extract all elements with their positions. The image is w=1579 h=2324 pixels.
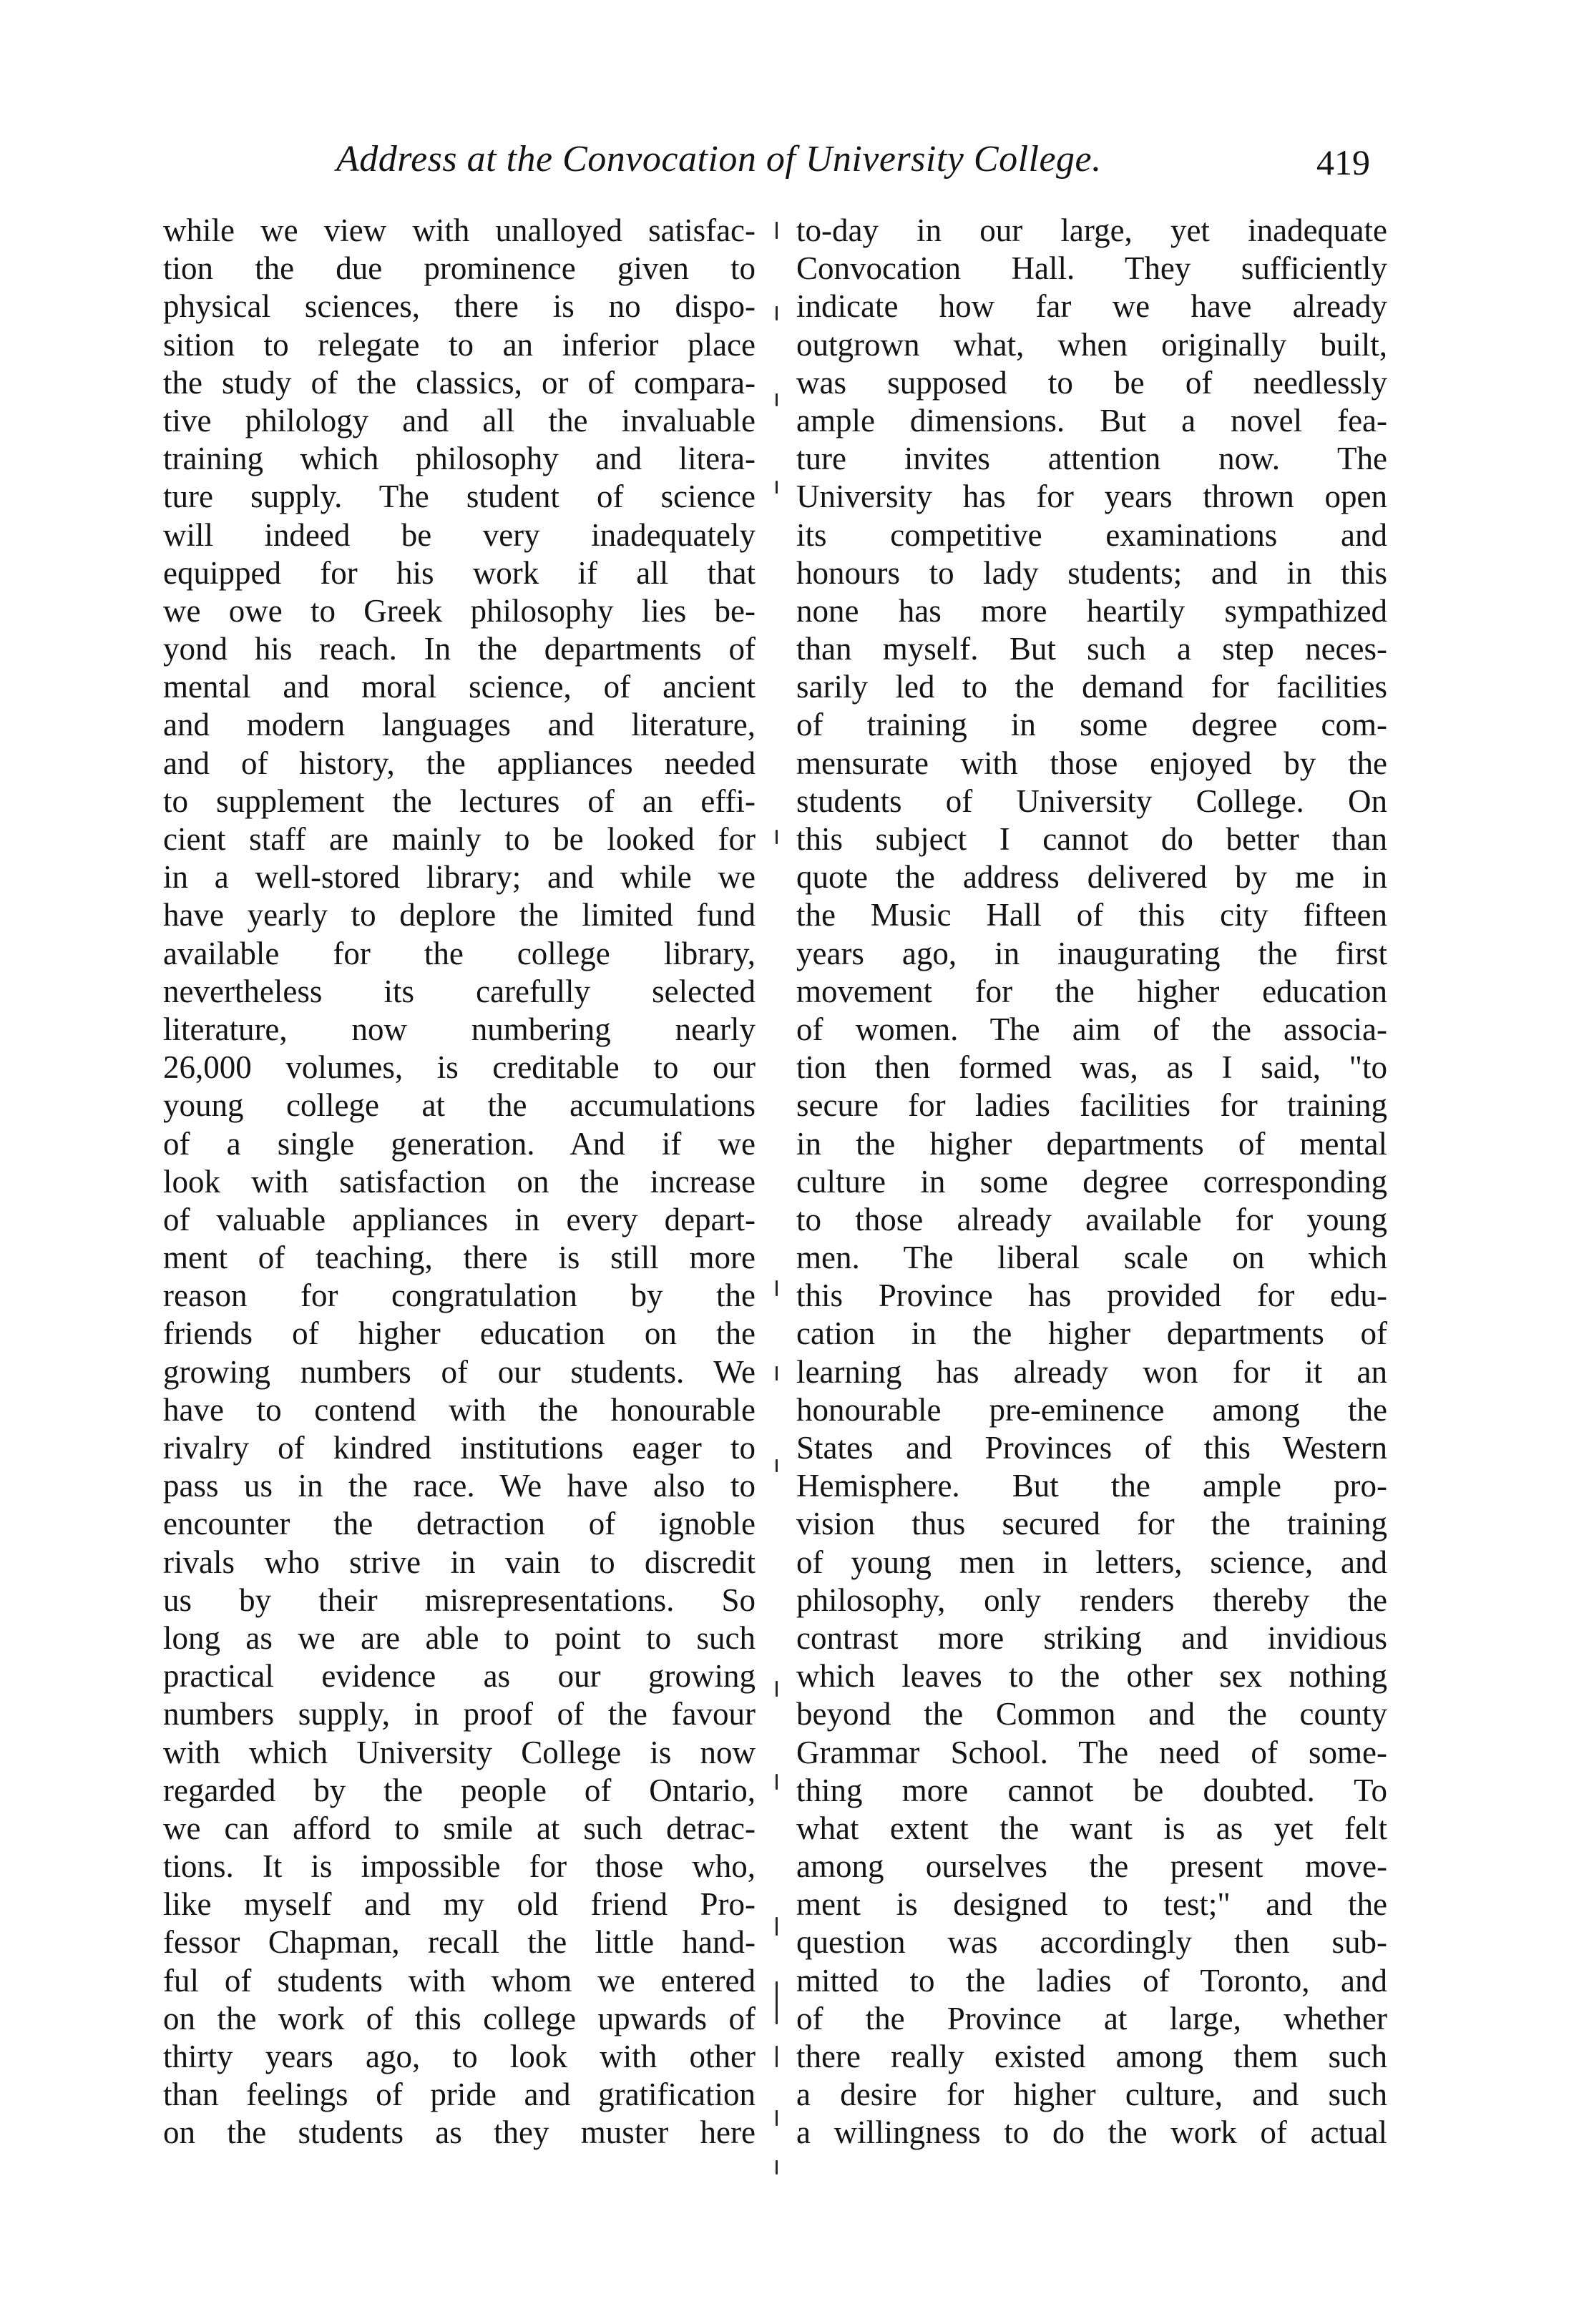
text-line: reason for congratulation by the	[163, 1278, 756, 1314]
gutter-mark	[776, 1917, 778, 1936]
text-line: like myself and my old friend Pro-	[163, 1886, 756, 1923]
text-line: mental and moral science, of ancient	[163, 669, 756, 705]
text-line: vision thus secured for the training	[796, 1506, 1387, 1542]
text-line: honours to lady students; and in this	[796, 554, 1387, 591]
text-line: culture in some degree corresponding	[796, 1163, 1387, 1200]
text-line: sarily led to the demand for facilities	[796, 669, 1387, 705]
text-line: philosophy, only renders thereby the	[796, 1582, 1387, 1618]
text-line: have yearly to deplore the limited fund	[163, 897, 756, 933]
column-gutter	[770, 215, 784, 2146]
text-line: yond his reach. In the departments of	[163, 631, 756, 667]
text-line: tion the due prominence given to	[163, 250, 756, 287]
text-line: cient staff are mainly to be looked for	[163, 821, 756, 857]
text-line: was supposed to be of needlessly	[796, 364, 1387, 401]
text-line: States and Provinces of this Western	[796, 1430, 1387, 1466]
text-line: indicate how far we have already	[796, 288, 1387, 325]
text-line: than feelings of pride and gratification	[163, 2077, 756, 2113]
text-line: Hemisphere. But the ample pro-	[796, 1468, 1387, 1504]
text-line: secure for ladies facilities for training	[796, 1087, 1387, 1124]
text-line: years ago, in inaugurating the first	[796, 935, 1387, 971]
gutter-mark	[776, 1681, 778, 1697]
gutter-mark	[776, 830, 778, 844]
text-line: growing numbers of our students. We	[163, 1353, 756, 1390]
text-line: of women. The aim of the associa-	[796, 1011, 1387, 1047]
gutter-mark	[776, 1981, 778, 2024]
text-line: ample dimensions. But a novel fea-	[796, 402, 1387, 438]
gutter-mark	[776, 1459, 778, 1472]
gutter-mark	[776, 1280, 778, 1296]
text-line: in the higher departments of mental	[796, 1125, 1387, 1162]
text-line: learning has already won for it an	[796, 1353, 1387, 1390]
text-line: on the students as they muster here	[163, 2114, 756, 2151]
text-line: in a well-stored library; and while we	[163, 859, 756, 896]
text-line: outgrown what, when originally built,	[796, 326, 1387, 363]
text-line: look with satisfaction on the increase	[163, 1163, 756, 1200]
text-line: thing more cannot be doubted. To	[796, 1772, 1387, 1808]
text-line: thirty years ago, to look with other	[163, 2039, 756, 2074]
text-line: quote the address delivered by me in	[796, 859, 1387, 896]
text-line: us by their misrepresentations. So	[163, 1582, 756, 1618]
text-line: nevertheless its carefully selected	[163, 973, 756, 1009]
text-line: rivalry of kindred institutions eager to	[163, 1430, 756, 1466]
text-line: tive philology and all the invaluable	[163, 402, 756, 438]
text-line: of the Province at large, whether	[796, 2000, 1387, 2036]
text-line: practical evidence as our growing	[163, 1658, 756, 1695]
text-line: ture invites attention now. The	[796, 441, 1387, 477]
text-line: of young men in letters, science, and	[796, 1544, 1387, 1580]
text-line: of a single generation. And if we	[163, 1125, 756, 1162]
right-text-column	[796, 212, 1387, 2152]
text-line: young college at the accumulations	[163, 1087, 756, 1124]
text-line: there really existed among them such	[796, 2039, 1387, 2074]
text-line: fessor Chapman, recall the little hand-	[163, 1924, 756, 1961]
text-line: a desire for higher culture, and such	[796, 2077, 1387, 2113]
text-line: beyond the Common and the county	[796, 1696, 1387, 1732]
text-line: with which University College is now	[163, 1734, 756, 1770]
page-number: 419	[1316, 142, 1370, 182]
text-line: what extent the want is as yet felt	[796, 1810, 1387, 1846]
text-line: Convocation Hall. They sufficiently	[796, 250, 1387, 287]
text-line: this subject I cannot do better than	[796, 821, 1387, 857]
text-line: mitted to the ladies of Toronto, and	[796, 1962, 1387, 1999]
text-line: question was accordingly then sub-	[796, 1924, 1387, 1961]
gutter-mark	[776, 393, 778, 406]
text-line: physical sciences, there is no dispo-	[163, 288, 756, 325]
text-line: equipped for his work if all that	[163, 554, 756, 591]
text-line: numbers supply, in proof of the favour	[163, 1696, 756, 1732]
text-line: the study of the classics, or of compara-	[163, 364, 756, 401]
text-line: its competitive examinations and	[796, 516, 1387, 553]
gutter-mark	[776, 2160, 778, 2175]
text-line: ment is designed to test;" and the	[796, 1886, 1387, 1923]
text-line: the Music Hall of this city fifteen	[796, 897, 1387, 933]
gutter-mark	[776, 481, 778, 494]
left-text-column	[163, 212, 756, 2152]
text-line: we can afford to smile at such detrac-	[163, 1810, 756, 1846]
text-line: mensurate with those enjoyed by the	[796, 745, 1387, 781]
text-line: to-day in our large, yet inadequate	[796, 212, 1387, 248]
text-line: this Province has provided for edu-	[796, 1278, 1387, 1314]
gutter-mark	[776, 2110, 778, 2126]
text-line: encounter the detraction of ignoble	[163, 1506, 756, 1542]
gutter-mark	[776, 1774, 778, 1790]
text-line: rivals who strive in vain to discredit	[163, 1544, 756, 1580]
text-line: sition to relegate to an inferior place	[163, 326, 756, 363]
text-line: Grammar School. The need of some-	[796, 1734, 1387, 1770]
text-line: a willingness to do the work of actual	[796, 2114, 1387, 2151]
text-line: will indeed be very inadequately	[163, 516, 756, 553]
text-line: training which philosophy and litera-	[163, 441, 756, 477]
text-line: which leaves to the other sex nothing	[796, 1658, 1387, 1695]
text-line: men. The liberal scale on which	[796, 1240, 1387, 1276]
text-line: honourable pre-eminence among the	[796, 1391, 1387, 1428]
running-title: Address at the Convocation of University College.	[336, 139, 1102, 180]
text-line: University has for years thrown open	[796, 479, 1387, 515]
text-line: and modern languages and literature,	[163, 707, 756, 743]
text-line: tion then formed was, as I said, "to	[796, 1049, 1387, 1086]
text-line: while we view with unalloyed satisfac-	[163, 212, 756, 248]
gutter-mark	[776, 222, 778, 239]
text-line: to supplement the lectures of an effi-	[163, 783, 756, 819]
text-line: none has more heartily sympathized	[796, 592, 1387, 629]
text-line: regarded by the people of Ontario,	[163, 1772, 756, 1808]
text-line: 26,000 volumes, is creditable to our	[163, 1049, 756, 1086]
text-line: we owe to Greek philosophy lies be-	[163, 592, 756, 629]
text-line: ture supply. The student of science	[163, 479, 756, 515]
text-line: of valuable appliances in every depart-	[163, 1201, 756, 1237]
text-line: tions. It is impossible for those who,	[163, 1848, 756, 1885]
text-line: ful of students with whom we entered	[163, 1962, 756, 1999]
text-line: to those already available for young	[796, 1201, 1387, 1237]
text-line: ment of teaching, there is still more	[163, 1240, 756, 1276]
text-line: of training in some degree com-	[796, 707, 1387, 743]
text-line: and of history, the appliances needed	[163, 745, 756, 781]
text-line: literature, now numbering nearly	[163, 1011, 756, 1047]
text-line: on the work of this college upwards of	[163, 2000, 756, 2036]
gutter-mark	[776, 1366, 778, 1381]
running-head	[0, 134, 1579, 185]
gutter-mark	[776, 306, 778, 320]
text-line: pass us in the race. We have also to	[163, 1468, 756, 1504]
text-line: among ourselves the present move-	[796, 1848, 1387, 1885]
text-line: have to contend with the honourable	[163, 1391, 756, 1428]
text-line: movement for the higher education	[796, 973, 1387, 1009]
text-line: contrast more striking and invidious	[796, 1619, 1387, 1656]
text-line: students of University College. On	[796, 783, 1387, 819]
text-line: than myself. But such a step neces-	[796, 631, 1387, 667]
gutter-mark	[776, 2046, 778, 2067]
text-line: long as we are able to point to such	[163, 1619, 756, 1656]
text-line: friends of higher education on the	[163, 1315, 756, 1352]
text-line: cation in the higher departments of	[796, 1315, 1387, 1352]
text-line: available for the college library,	[163, 935, 756, 971]
